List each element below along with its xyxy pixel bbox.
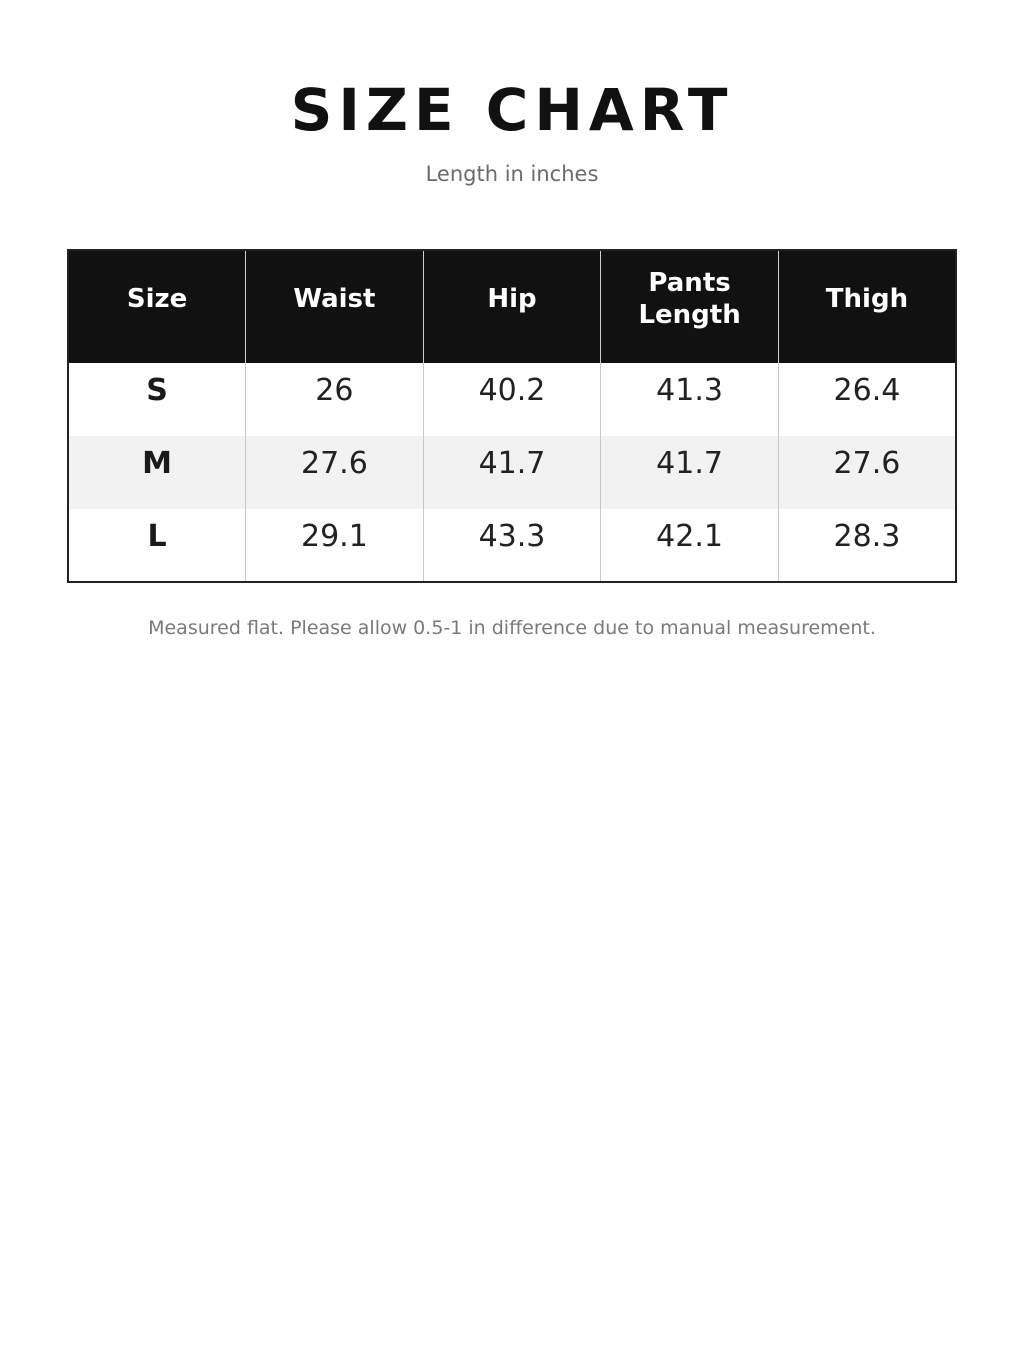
table-row (68, 363, 956, 436)
measurement-note: Measured flat. Please allow 0.5-1 in difference due to manual measurement. (148, 617, 876, 639)
table-row (68, 436, 956, 509)
cell-thigh: 26.4 (833, 373, 901, 408)
cell-thigh: 28.3 (833, 519, 901, 554)
table-row (68, 509, 956, 582)
cell-hip: 41.7 (423, 436, 601, 509)
cell-size: M (68, 436, 246, 509)
cell-size: S (68, 363, 246, 436)
cell-waist: 29.1 (246, 509, 424, 582)
cell-pants-length: 41.7 (601, 436, 779, 509)
size-table (67, 249, 957, 583)
cell-waist: 26 (246, 363, 424, 436)
cell-size: L (68, 509, 246, 582)
cell-hip: 43.3 (423, 509, 601, 582)
header-pants-length: Pants Length (601, 250, 779, 363)
cell-pants-length: 42.1 (601, 509, 779, 582)
page-subtitle: Length in inches (425, 162, 599, 186)
cell-hip: 40.2 (423, 363, 601, 436)
table-header-row (68, 250, 956, 363)
cell-waist: 27.6 (246, 436, 424, 509)
page-title: SIZE CHART (290, 76, 734, 144)
header-waist: Waist (246, 250, 424, 363)
header-thigh: Thigh (778, 250, 956, 363)
header-size: Size (68, 250, 246, 363)
cell-thigh: 27.6 (778, 436, 956, 509)
cell-pants-length: 41.3 (601, 363, 779, 436)
header-hip: Hip (423, 250, 601, 363)
